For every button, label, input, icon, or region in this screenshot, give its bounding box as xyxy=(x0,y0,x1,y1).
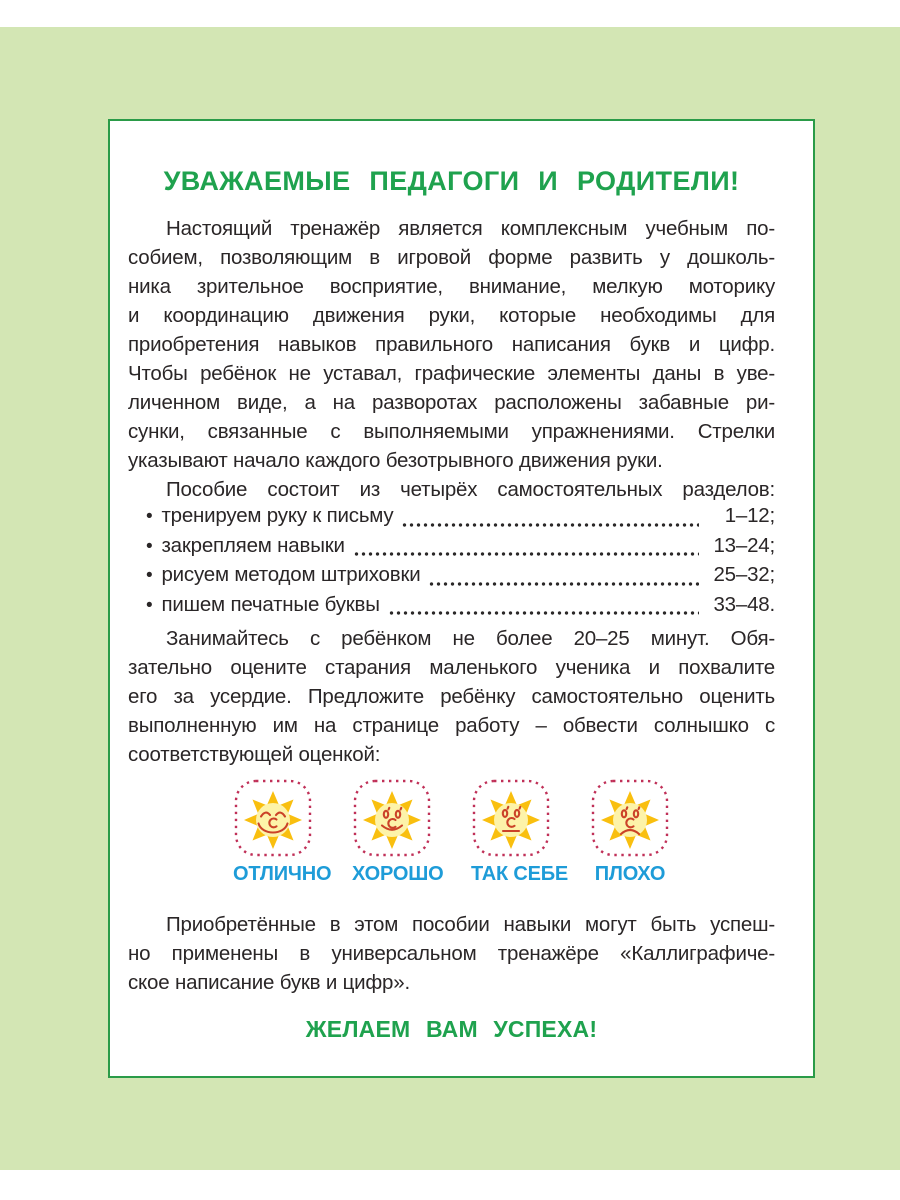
rating-label: ПЛОХО xyxy=(594,863,666,885)
sections-intro xyxy=(128,475,775,504)
text-line: соответствующей оценкой: xyxy=(128,743,381,766)
dot-leader xyxy=(353,551,699,557)
advice-paragraph xyxy=(128,624,775,769)
text-line: Приобретённые в этом пособии навыки могут быть успеш- xyxy=(166,913,775,936)
rating-excellent xyxy=(233,778,332,886)
text-line: Занимайтесь с ребёнком не более 20–25 минут. Обя- xyxy=(166,627,775,650)
text-line: приобретения навыков правильного написания букв и цифр. xyxy=(128,333,775,356)
rating-label: ОТЛИЧНО xyxy=(233,863,332,885)
section-label: закрепляем навыки xyxy=(161,533,345,557)
content-card xyxy=(108,119,815,1078)
section-pages: 33–48. xyxy=(713,592,775,616)
list-item xyxy=(146,534,775,564)
text-line: сунки, связанные с выполняемыми упражнениями. Стрелки xyxy=(128,420,775,443)
rating-soso xyxy=(471,778,569,886)
text-line: ское написание букв и цифр». xyxy=(128,971,410,994)
outro-paragraph xyxy=(128,910,775,997)
text-line: и координацию движения руки, которые необходимы для xyxy=(128,304,775,327)
dot-leader xyxy=(388,610,699,616)
section-label: пишем печатные буквы xyxy=(161,592,380,616)
list-item xyxy=(146,593,775,623)
section-label: тренируем руку к письму xyxy=(161,504,394,527)
rating-label: ХОРОШО xyxy=(352,863,444,885)
bullet-icon: • xyxy=(146,535,153,557)
sun-bad-icon xyxy=(590,778,670,858)
dot-leader xyxy=(428,581,699,587)
section-pages: 25–32; xyxy=(713,563,775,586)
rating-row xyxy=(128,778,775,886)
text-line: его за усердие. Предложите ребёнку самостоятельно оценить xyxy=(128,685,775,708)
intro-paragraph xyxy=(128,214,775,475)
sun-good-icon xyxy=(352,778,432,858)
bullet-icon: • xyxy=(146,594,153,616)
text-line: Пособие состоит из четырёх самостоятельных разделов: xyxy=(166,478,775,501)
list-item xyxy=(146,563,775,593)
section-label: рисуем методом штриховки xyxy=(161,563,421,586)
rating-label: ТАК СЕБЕ xyxy=(471,863,569,885)
section-pages: 13–24; xyxy=(713,533,775,557)
closing-message: ЖЕЛАЕМ ВАМ УСПЕХА! xyxy=(305,1016,598,1042)
section-pages: 1–12; xyxy=(724,504,775,527)
sun-excellent-icon xyxy=(233,778,313,858)
text-line: указывают начало каждого безотрывного движения руки. xyxy=(128,449,663,472)
bullet-icon: • xyxy=(146,506,153,527)
sections-list xyxy=(128,504,775,622)
rating-good xyxy=(352,778,444,886)
text-line: зательно оцените старания маленького ученика и похвалите xyxy=(128,656,775,679)
text-line: но применены в универсальном тренажёре «Каллиграфиче- xyxy=(128,942,775,965)
page-title: УВАЖАЕМЫЕ ПЕДАГОГИ И РОДИТЕЛИ! xyxy=(163,166,740,196)
text-line: Чтобы ребёнок не уставал, графические элементы даны в уве- xyxy=(128,362,775,385)
sun-soso-icon xyxy=(471,778,551,858)
bullet-icon: • xyxy=(146,565,153,586)
text-line: ника зрительное восприятие, внимание, мелкую моторику xyxy=(128,275,775,298)
text-line: выполненную им на странице работу – обвести солнышко с xyxy=(128,714,775,737)
rating-bad xyxy=(590,778,670,886)
text-line: Настоящий тренажёр является комплексным учебным по- xyxy=(166,217,775,240)
dot-leader xyxy=(401,522,699,528)
text-line: собием, позволяющим в игровой форме развить у дошколь- xyxy=(128,246,775,269)
list-item xyxy=(146,504,775,534)
text-line: личенном виде, а на разворотах расположены забавные ри- xyxy=(128,391,775,414)
